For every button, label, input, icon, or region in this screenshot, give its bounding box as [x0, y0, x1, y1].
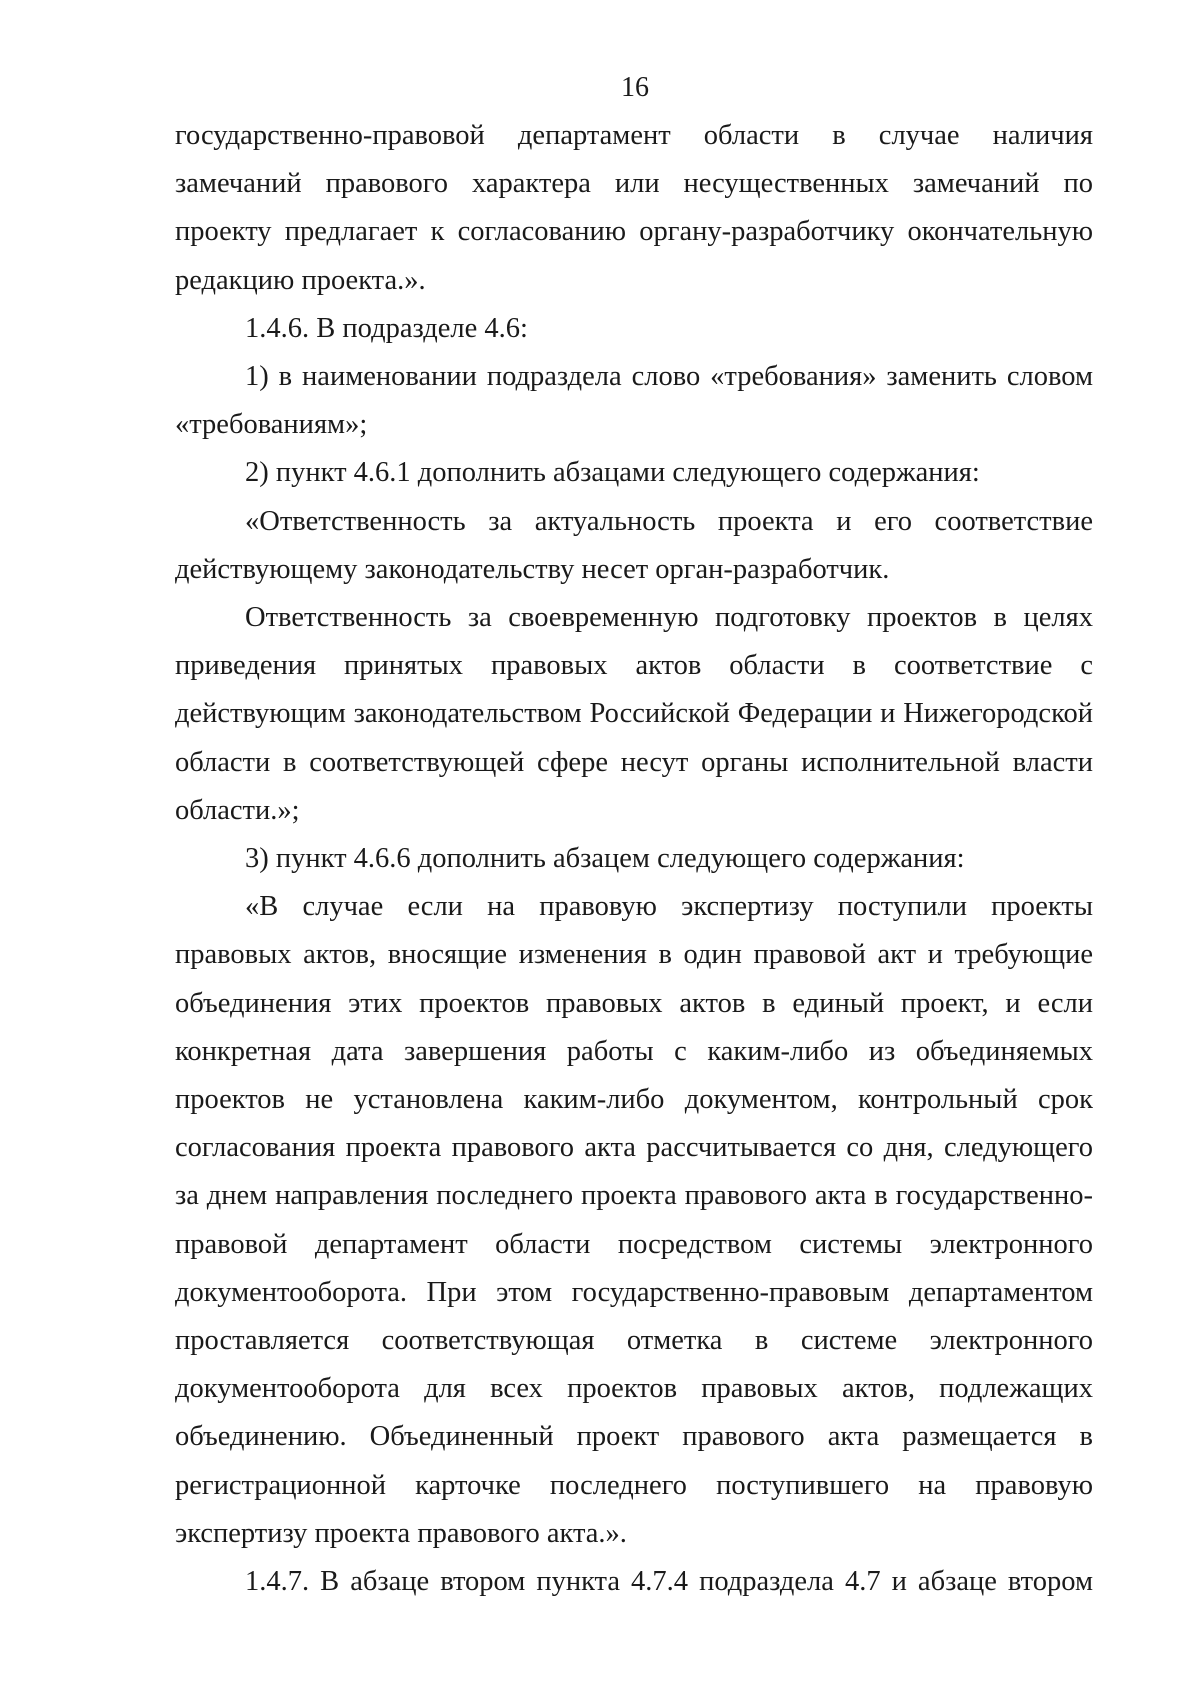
paragraph-clause-1-4-6: 1.4.6. В подразделе 4.6:: [245, 312, 528, 344]
page-number: 16: [621, 72, 649, 103]
paragraph-quote-responsibility-timeliness: Ответственность за своевременную подготовку проектов в целях приведения принятых правовых актов области в соответствие с действующим законодательством Российской Федерации и Нижегородской области в соответствующей сфере несут органы исполнительной власти области.»;: [175, 602, 1093, 826]
paragraph-item-2: 2) пункт 4.6.1 дополнить абзацами следующего содержания:: [245, 457, 980, 489]
paragraph-quote-responsibility-relevance: «Ответственность за актуальность проекта и его соответствие действующему законодательству несет орган-разработчик.: [175, 505, 1093, 585]
paragraph-item-3: 3) пункт 4.6.6 дополнить абзацем следующего содержания:: [245, 843, 965, 875]
paragraph-continuation: государственно-правовой департамент области в случае наличия замечаний правового характера или несущественных замечаний по проекту предлагает к согласованию органу-разработчику окончательную редакцию проекта.».: [175, 120, 1093, 296]
document-body: [175, 112, 1093, 1606]
paragraph-item-1: 1) в наименовании подраздела слово «требования» заменить словом «требованиям»;: [175, 361, 1093, 441]
paragraph-quote-merged-projects: «В случае если на правовую экспертизу поступили проекты правовых актов, вносящие изменения в один правовой акт и требующие объединения этих проектов правовых актов в единый проект, и если конкретная дата завершения работы с каким-либо из объединяемых проектов не установлена каким-либо документом, контрольный срок согласования проекта правового акта рассчитывается со дня, следующего за днем направления последнего проекта правового акта в государственно-правовой департамент области посредством системы электронного документооборота. При этом государственно-правовым департаментом проставляется соответствующая отметка в системе электронного документооборота для всех проектов правовых актов, подлежащих объединению. Объединенный проект правового акта размещается в регистрационной карточке последнего поступившего на правовую экспертизу проекта правового акта.».: [175, 891, 1093, 1549]
paragraph-clause-1-4-7: 1.4.7. В абзаце втором пункта 4.7.4 подраздела 4.7 и абзаце втором: [245, 1566, 1093, 1598]
